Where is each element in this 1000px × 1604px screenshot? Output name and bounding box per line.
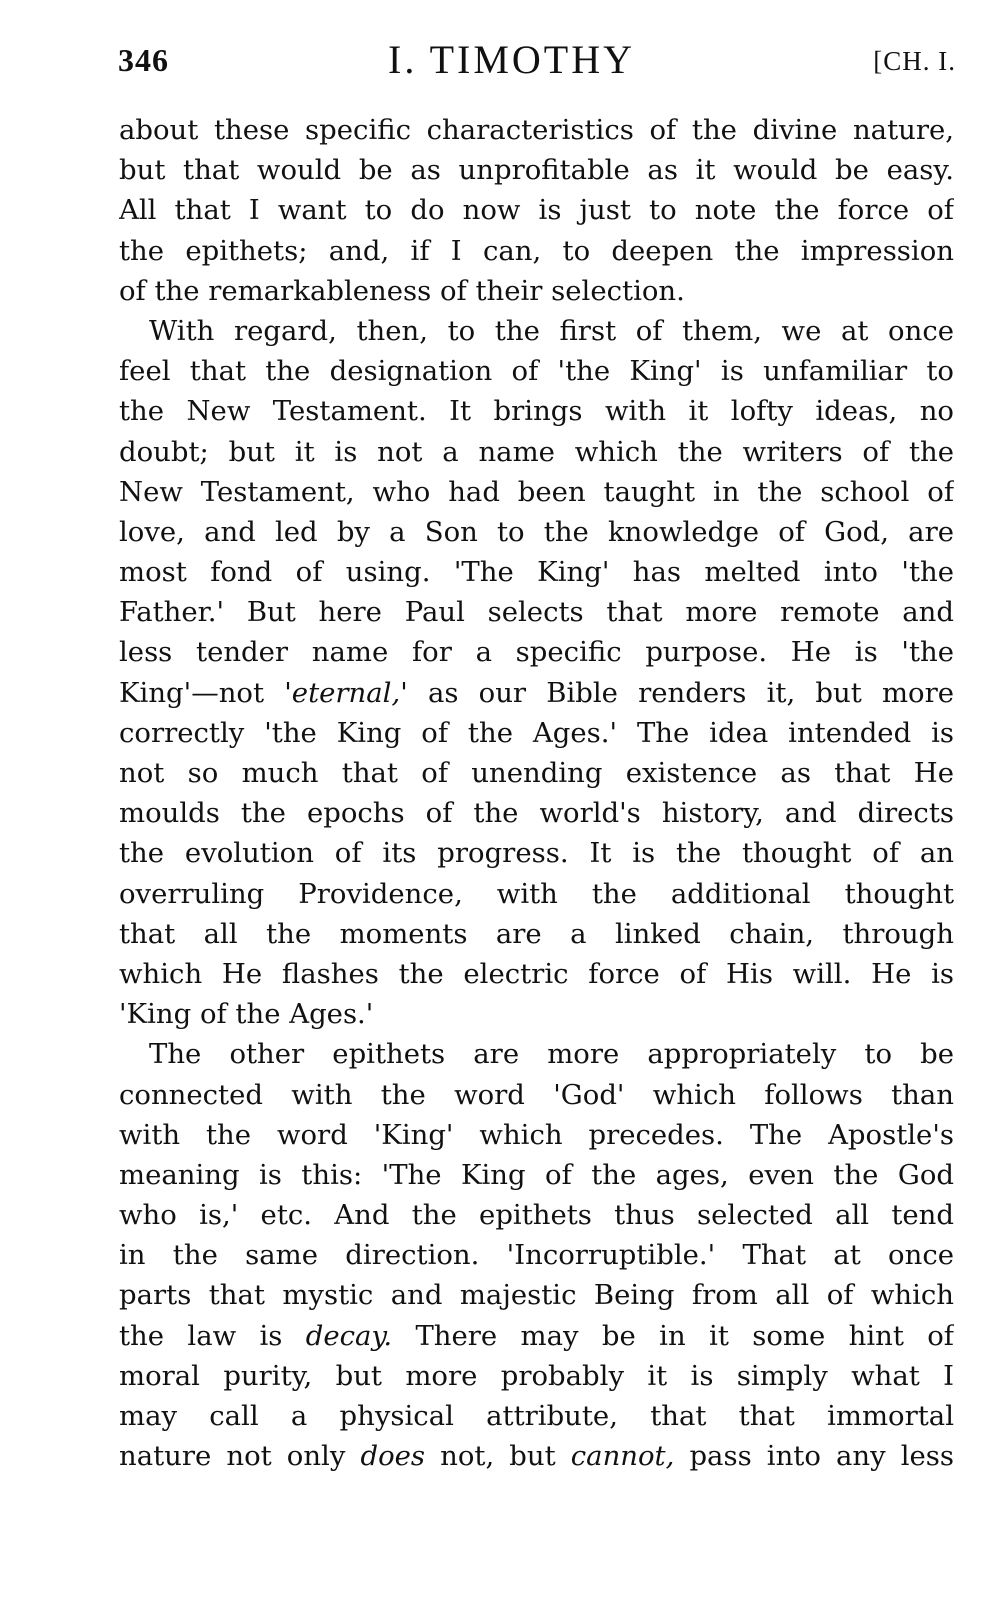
running-head — [118, 36, 956, 86]
text-line: love, and led by a Son to the knowledge of God, are — [119, 515, 954, 548]
text-line: connected with the word 'God' which follows than — [119, 1078, 954, 1111]
book-title: I. TIMOTHY — [388, 37, 636, 82]
text-line: overruling Providence, with the additional thought — [119, 877, 954, 910]
body-text — [119, 110, 954, 1476]
text-line — [119, 1436, 954, 1476]
text-line: may call a physical attribute, that that immortal — [119, 1400, 954, 1432]
text-line: moral purity, but more probably it is simply what I — [119, 1359, 954, 1392]
text-run: pass into any less — [674, 1440, 954, 1473]
text-line: the epithets; and, if I can, to deepen the impression — [119, 234, 954, 267]
text-run: nature not only — [119, 1440, 361, 1473]
text-line: about these specific characteristics of the divine nature, — [119, 114, 954, 146]
text-line: not so much that of unending existence as that He — [119, 757, 954, 789]
text-line: moulds the epochs of the world's history, and directs — [119, 797, 954, 830]
text-line: correctly 'the King of the Ages.' The idea intended is — [119, 716, 954, 749]
text-line: that all the moments are a linked chain, through — [119, 917, 954, 950]
text-run: the law is — [119, 1319, 306, 1352]
text-line: of the remarkableness of their selection. — [119, 274, 685, 307]
chapter-reference: [CH. I. — [873, 46, 956, 76]
text-run: There may be in it some hint of — [392, 1319, 954, 1352]
text-line: less tender name for a specific purpose. He is 'the — [119, 636, 954, 669]
text-line: The other epithets are more appropriately to be — [149, 1038, 954, 1071]
italic-term: decay. — [305, 1319, 393, 1352]
text-line: most fond of using. 'The King' has melted into 'the — [119, 556, 954, 589]
italic-term: cannot, — [570, 1440, 675, 1473]
text-line: feel that the designation of 'the King' is unfamiliar to — [119, 355, 954, 388]
text-run: King'—not ' — [119, 676, 292, 709]
text-line: doubt; but it is not a name which the writers of the — [119, 435, 954, 468]
text-line: Father.' But here Paul selects that more remote and — [119, 596, 954, 629]
text-line: who is,' etc. And the epithets thus selected all tend — [119, 1199, 954, 1232]
text-line: the evolution of its progress. It is the thought of an — [119, 837, 954, 870]
text-line: with the word 'King' which precedes. The Apostle's — [119, 1118, 954, 1151]
page-number: 346 — [118, 42, 169, 78]
italic-term: does — [360, 1440, 426, 1473]
text-line: New Testament, who had been taught in the school of — [119, 475, 954, 508]
text-line: but that would be as unprofitable as it would be easy. — [119, 154, 954, 187]
text-line: parts that mystic and majestic Being from all of which — [119, 1279, 954, 1312]
text-run: ' as our Bible renders it, but more — [400, 676, 954, 709]
text-line: which He flashes the electric force of His will. He is — [119, 957, 954, 990]
text-line: 'King of the Ages.' — [119, 998, 374, 1031]
text-run: not, but — [425, 1440, 571, 1473]
text-line: All that I want to do now is just to note the force of — [119, 194, 954, 227]
italic-term: eternal, — [291, 676, 401, 709]
text-line: in the same direction. 'Incorruptible.' That at once — [119, 1239, 954, 1272]
text-line: meaning is this: 'The King of the ages, even the God — [119, 1158, 954, 1191]
text-line — [119, 673, 954, 713]
text-line: the New Testament. It brings with it lofty ideas, no — [119, 395, 954, 428]
text-line: With regard, then, to the first of them, we at once — [149, 314, 954, 347]
text-line — [119, 1316, 954, 1356]
